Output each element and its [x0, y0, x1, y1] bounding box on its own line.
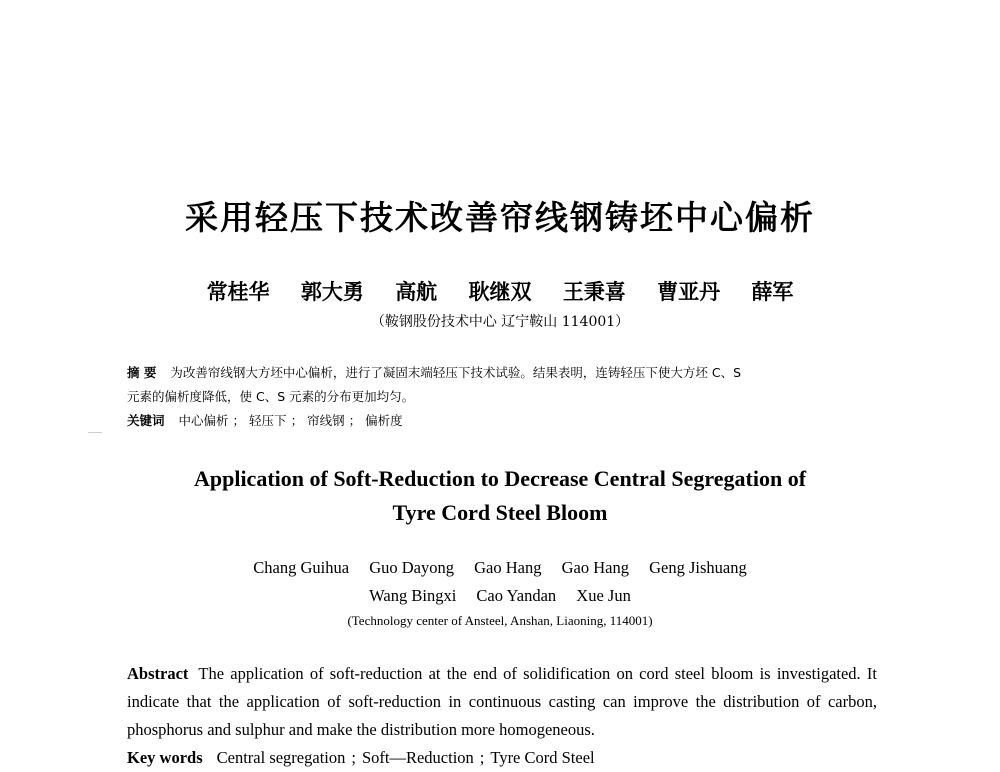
en-author: Gao Hang [474, 558, 542, 577]
english-title-line1: Application of Soft-Reduction to Decrease Central Segregation of [193, 466, 807, 491]
english-authors-line2 [0, 586, 1000, 606]
english-title-line2: Tyre Cord Steel Bloom [392, 500, 608, 525]
english-affiliation: (Technology center of Ansteel, Anshan, Liaoning, 114001) [347, 613, 653, 628]
chinese-authors [0, 276, 1000, 306]
cn-keyword: 中心偏析 [178, 413, 229, 428]
chinese-abstract-line1 [127, 362, 877, 384]
english-abstract-label: Abstract [127, 664, 189, 683]
en-author: Gao Hang [561, 558, 629, 577]
chinese-abstract-text-2: 元素的偏析度降低，使 C、S 元素的分布更加均匀。 [127, 389, 415, 404]
english-abstract-text: The application of soft-reduction at the end of solidification on cord steel bloom is investigated. It indicate that the application of soft-reduction in continuous casting can improve the distribution of carbon, phosphorus and sulphur and make the distribution more homogeneous. [127, 664, 877, 739]
english-abstract [127, 660, 877, 744]
chinese-keywords-label: 关键词 [127, 413, 165, 428]
cn-keyword: 偏析度 [365, 413, 403, 428]
cn-author: 郭大勇 [300, 279, 364, 304]
cn-author: 薛军 [751, 279, 794, 304]
margin-mark [88, 432, 102, 433]
chinese-abstract-line2 [127, 386, 877, 408]
chinese-title: 采用轻压下技术改善帘线钢铸坯中心偏析 [185, 198, 815, 237]
cn-author: 常桂华 [206, 279, 270, 304]
chinese-abstract-text-1: 为改善帘线钢大方坯中心偏析，进行了凝固末端轻压下技术试验。结果表明，连铸轻压下使大方坯 C、S [170, 365, 741, 380]
cn-keyword: 帘线钢 [307, 413, 345, 428]
en-author: Wang Bingxi [369, 586, 457, 605]
cn-keyword: 轻压下 [249, 413, 287, 428]
cn-author: 耿继双 [468, 279, 532, 304]
cn-author: 高航 [395, 279, 438, 304]
english-authors-line1 [0, 558, 1000, 578]
en-keyword: Central segregation [216, 748, 346, 767]
en-keyword: Soft—Reduction [361, 748, 474, 767]
en-author: Xue Jun [576, 586, 631, 605]
en-author: Chang Guihua [253, 558, 350, 577]
en-author: Guo Dayong [369, 558, 454, 577]
en-author: Cao Yandan [476, 586, 557, 605]
chinese-keywords: 关键词 中心偏析 ； 轻压下 ； 帘线钢 ； 偏析度 [127, 413, 403, 428]
chinese-abstract-label: 摘 要 [127, 365, 157, 380]
en-author: Geng Jishuang [649, 558, 747, 577]
english-keywords-label: Key words [127, 748, 203, 767]
cn-author: 曹亚丹 [657, 279, 721, 304]
english-title [0, 462, 1000, 530]
cn-author: 王秉喜 [562, 279, 626, 304]
english-keywords: Key words Central segregation ; Soft—Reduction ; Tyre Cord Steel [127, 748, 595, 767]
en-keyword: Tyre Cord Steel [490, 748, 595, 767]
chinese-affiliation: （鞍钢股份技术中心 辽宁鞍山 114001） [370, 314, 630, 330]
